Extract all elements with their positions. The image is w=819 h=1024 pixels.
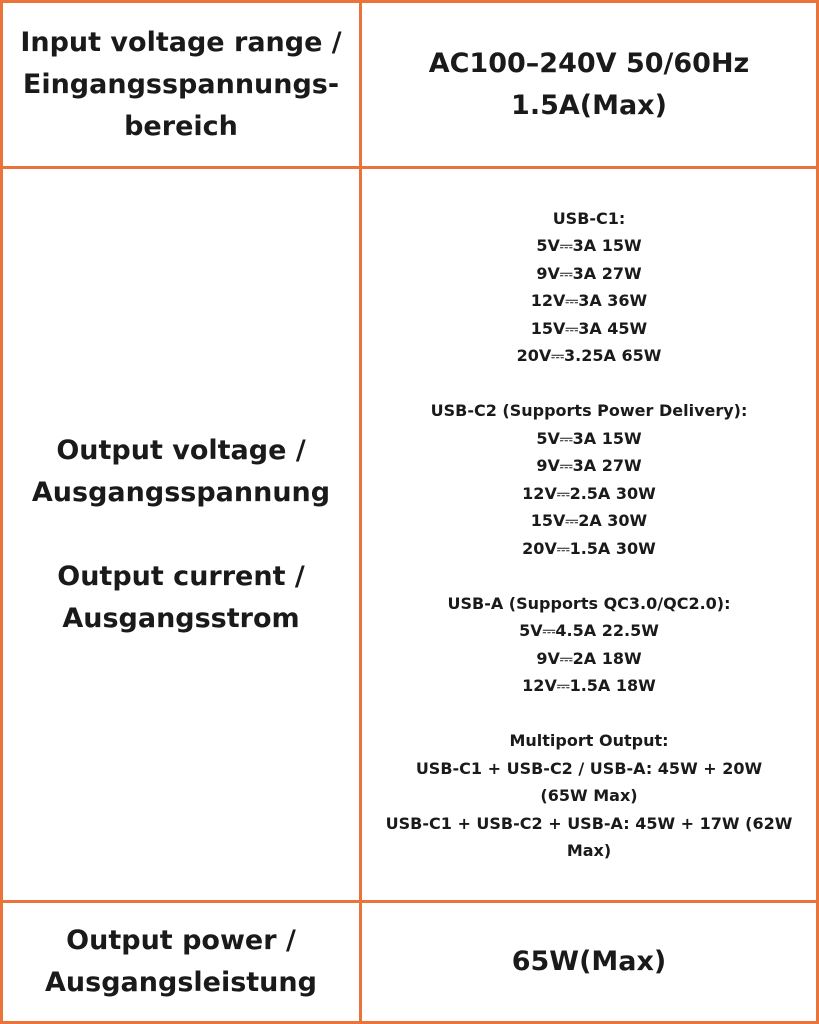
- spec-line: 15V⎓2A 30W: [530, 511, 648, 530]
- usb-c2-group: [386, 397, 793, 562]
- input-voltage-label-line: bereich: [124, 110, 238, 142]
- output-current-label-line: Ausgangsstrom: [62, 602, 300, 634]
- spec-line: 9V⎓2A 18W: [536, 648, 642, 668]
- spec-line: 20V⎓3.25A 65W: [516, 346, 662, 365]
- group-header: USB-A (Supports QC3.0/QC2.0):: [447, 593, 731, 613]
- multiport-group: [386, 727, 793, 865]
- input-voltage-label-line: Eingangsspannungs-: [22, 68, 340, 100]
- output-power-label-cell: [3, 903, 362, 1021]
- spec-line: 5V⎓4.5A 22.5W: [519, 621, 659, 640]
- output-spec-list: [378, 205, 801, 865]
- spec-line: Max): [566, 841, 612, 860]
- input-voltage-value: [409, 43, 770, 127]
- spec-line: 12V⎓1.5A 18W: [522, 676, 656, 695]
- output-power-value-cell: [362, 903, 816, 1021]
- spec-line: 5V⎓3A 15W: [536, 236, 642, 255]
- output-voltage-label-line: Output voltage /: [56, 434, 306, 466]
- output-power-label: [31, 920, 331, 1004]
- spec-line: 20V⎓1.5A 30W: [522, 538, 656, 558]
- spec-line: (65W Max): [540, 786, 638, 805]
- spec-line: 15V⎓3A 45W: [530, 318, 648, 338]
- spec-line: USB-C1 + USB-C2 / USB-A: 45W + 20W: [415, 758, 763, 778]
- output-voltage-label: [18, 430, 344, 514]
- input-voltage-value-cell: [362, 3, 816, 169]
- output-voltage-label-line: Ausgangsspannung: [31, 476, 331, 508]
- group-header: USB-C1:: [552, 208, 626, 228]
- output-value-cell: [362, 169, 816, 903]
- output-power-label-line: Output power /: [66, 925, 296, 956]
- usb-a-group: [386, 590, 793, 700]
- input-voltage-value-line: 1.5A(Max): [511, 89, 667, 121]
- spec-line: 9V⎓3A 27W: [536, 456, 642, 475]
- usb-c1-group: [386, 205, 793, 370]
- output-current-label: [43, 556, 319, 640]
- input-voltage-label-line: Input voltage range /: [20, 26, 342, 58]
- spec-line: 12V⎓3A 36W: [530, 291, 648, 310]
- input-voltage-value-line: AC100–240V 50/60Hz: [428, 47, 750, 79]
- output-current-label-line: Output current /: [57, 560, 305, 592]
- spec-line: 12V⎓2.5A 30W: [522, 483, 656, 503]
- spec-line: 9V⎓3A 27W: [536, 263, 642, 283]
- input-voltage-label: [6, 22, 355, 148]
- output-label-cell: [3, 169, 362, 903]
- spec-line: 5V⎓3A 15W: [536, 428, 642, 448]
- spec-line: USB-C1 + USB-C2 + USB-A: 45W + 17W (62W: [385, 813, 793, 833]
- input-voltage-label-cell: [3, 3, 362, 169]
- group-header: Multiport Output:: [509, 731, 669, 750]
- output-power-label-line: Ausgangsleistung: [45, 967, 317, 998]
- output-power-value: 65W(Max): [511, 946, 667, 977]
- group-header: USB-C2 (Supports Power Delivery):: [430, 401, 748, 420]
